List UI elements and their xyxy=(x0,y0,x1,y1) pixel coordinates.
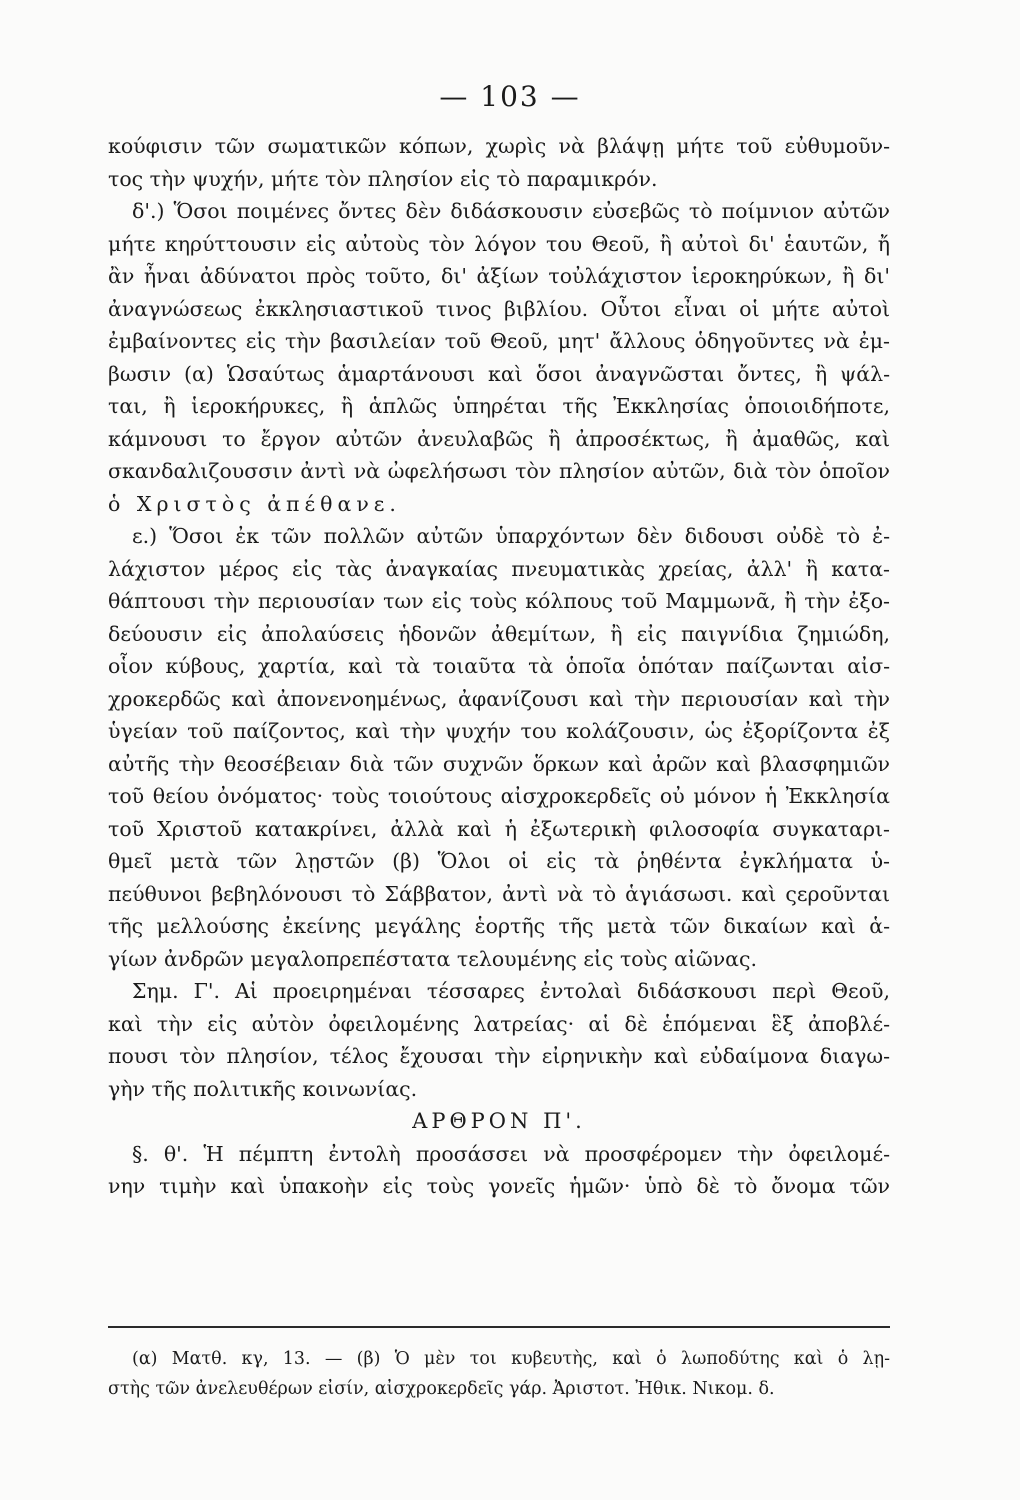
page-number: — 103 — xyxy=(439,80,581,113)
text-line: τοῦ θείου ὀνόματος· τοὺς τοιούτους αἰσχροκερδεῖς οὐ μόνον ἡ Ἐκκλησία xyxy=(108,784,890,808)
text-line: ὁ Χριστὸς ἀπέθανε. xyxy=(108,491,401,516)
text-line: χροκερδῶς καὶ ἀπονενοημένως, ἀφανίζουσι καὶ τὴν περιουσίαν καὶ τὴν xyxy=(108,686,890,711)
text-line: δεύουσιν εἰς ἀπολαύσεις ἡδονῶν ἀθεμίτων, ἢ εἰς παιγνίδια ζημιώδη, xyxy=(108,621,890,646)
text-line: ε.) Ὅσοι ἐκ τῶν πολλῶν αὐτῶν ὑπαρχόντων δὲν διδουσι οὐδὲ τὸ ἐ- xyxy=(132,524,890,548)
text-line: τῆς μελλούσης ἐκείνης μεγάλης ἑορτῆς τῆς μετὰ τῶν δικαίων καὶ ἁ- xyxy=(108,914,890,938)
text-line: πεύθυνοι βεβηλόνουσι τὸ Σάββατον, ἀντὶ νὰ τὸ ἁγιάσωσι. καὶ ςεροῦνται xyxy=(108,881,890,906)
text-line: ἐμβαίνοντες εἰς τὴν βασιλείαν τοῦ Θεοῦ, μητ' ἄλλους ὁδηγοῦντες νὰ ἐμ- xyxy=(108,329,890,353)
text-line: θμεῖ μετὰ τῶν λῃστῶν (β) Ὅλοι οἱ εἰς τὰ ῥηθέντα ἐγκλήματα ὑ- xyxy=(108,849,890,873)
section-heading: ΑΡΘΡΟΝ Π'. xyxy=(412,1109,586,1133)
text-line: τοῦ Χριστοῦ κατακρίνει, ἀλλὰ καὶ ἡ ἐξωτερικὴ φιλοσοφία συγκαταρι- xyxy=(108,816,890,841)
text-line: μήτε κηρύττουσιν εἰς αὐτοὺς τὸν λόγον του Θεοῦ, ἢ αὐτοὶ δι' ἑαυτῶν, ἤ xyxy=(108,231,890,256)
text-line: Σημ. Γ'. Αἱ προειρημέναι τέσσαρες ἐντολαὶ διδάσκουσι περὶ Θεοῦ, xyxy=(132,979,890,1003)
text-line: §. θ'. Ἡ πέμπτη ἐντολὴ προσάσσει νὰ προσφέρομεν τὴν ὀφειλομέ- xyxy=(132,1141,890,1166)
text-line: νην τιμὴν καὶ ὑπακοὴν εἰς τοὺς γονεῖς ἡμῶν· ὑπὸ δὲ τὸ ὄνομα τῶν xyxy=(108,1174,890,1198)
footnote-divider xyxy=(108,1326,890,1328)
text-line: καὶ τὴν εἰς αὐτὸν ὀφειλομένης λατρείας· αἱ δὲ ἑπόμεναι ἓξ ἀποβλέ- xyxy=(108,1011,890,1036)
text-line: γὴν τῆς πολιτικῆς κοινωνίας. xyxy=(108,1076,418,1101)
text-line: βωσιν (α) Ὡσαύτως ἁμαρτάνουσι καὶ ὅσοι ἀναγνῶσται ὄντες, ἢ ψάλ- xyxy=(108,361,890,386)
text-line: κάμνουσι το ἔργον αὐτῶν ἀνευλαβῶς ἢ ἀπροσέκτως, ἢ ἀμαθῶς, καὶ xyxy=(108,426,890,451)
footnote-line: στὴς τῶν ἀνελευθέρων εἰσίν, αἰσχροκερδεῖς γάρ. Ἀριστοτ. Ἠθικ. Νικομ. δ. xyxy=(108,1379,775,1399)
text-line: λάχιστον μέρος εἰς τὰς ἀναγκαίας πνευματικὰς χρείας, ἀλλ' ἢ κατα- xyxy=(108,556,890,581)
text-line: ὑγείαν τοῦ παίζοντος, καὶ τὴν ψυχήν του κολάζουσιν, ὡς ἐξορίζοντα ἐξ xyxy=(108,719,890,743)
text-line: πουσι τὸν πλησίον, τέλος ἔχουσαι τὴν εἰρηνικὴν καὶ εὐδαίμονα διαγω- xyxy=(108,1044,890,1068)
footnotes xyxy=(108,1344,890,1404)
text-line: αὐτῆς τὴν θεοσέβειαν διὰ τῶν συχνῶν ὅρκων καὶ ἀρῶν καὶ βλασφημιῶν xyxy=(108,751,890,776)
text-line: οἷον κύβους, χαρτία, καὶ τὰ τοιαῦτα τὰ ὁποῖα ὁπόταν παίζωνται αἰσ- xyxy=(108,654,890,678)
text-line: ἀναγνώσεως ἐκκλησιαστικοῦ τινος βιβλίου. Οὗτοι εἶναι οἱ μήτε αὐτοὶ xyxy=(108,296,890,321)
text-line: ται, ἢ ἱεροκήρυκες, ἢ ἁπλῶς ὑπηρέται τῆς Ἐκκλησίας ὁποιοιδήποτε, xyxy=(108,394,890,418)
text-line: γίων ἀνδρῶν μεγαλοπρεπέστατα τελουμένης εἰς τοὺς αἰῶνας. xyxy=(108,946,758,971)
text-line: κούφισιν τῶν σωματικῶν κόπων, χωρὶς νὰ βλάψῃ μήτε τοῦ εὐθυμοῦν- xyxy=(108,134,890,158)
text-line: θάπτουσι τὴν περιουσίαν των εἰς τοὺς κόλπους τοῦ Μαμμωνᾶ, ἢ τὴν ἐξο- xyxy=(108,589,890,613)
text-line: τος τὴν ψυχήν, μήτε τὸν πλησίον εἰς τὸ παραμικρόν. xyxy=(108,166,658,191)
text-line: δ'.) Ὅσοι ποιμένες ὄντες δὲν διδάσκουσιν εὐσεβῶς τὸ ποίμνιον αὐτῶν xyxy=(132,199,890,223)
footnote-line: (α) Ματθ. κγ, 13. — (β) Ὁ μὲν τοι κυβευτὴς, καὶ ὁ λωποδύτης καὶ ὁ λῃ- xyxy=(132,1349,890,1369)
text-line: ἂν ἦναι ἀδύνατοι πρὸς τοῦτο, δι' ἀξίων τοὐλάχιστον ἱεροκηρύκων, ἢ δι' xyxy=(108,264,890,288)
body-text xyxy=(108,130,890,1203)
text-line: σκανδαλιζουσσιν ἀντὶ νὰ ὠφελήσωσι τὸν πλησίον αὐτῶν, διὰ τὸν ὁποῖον xyxy=(108,459,890,483)
